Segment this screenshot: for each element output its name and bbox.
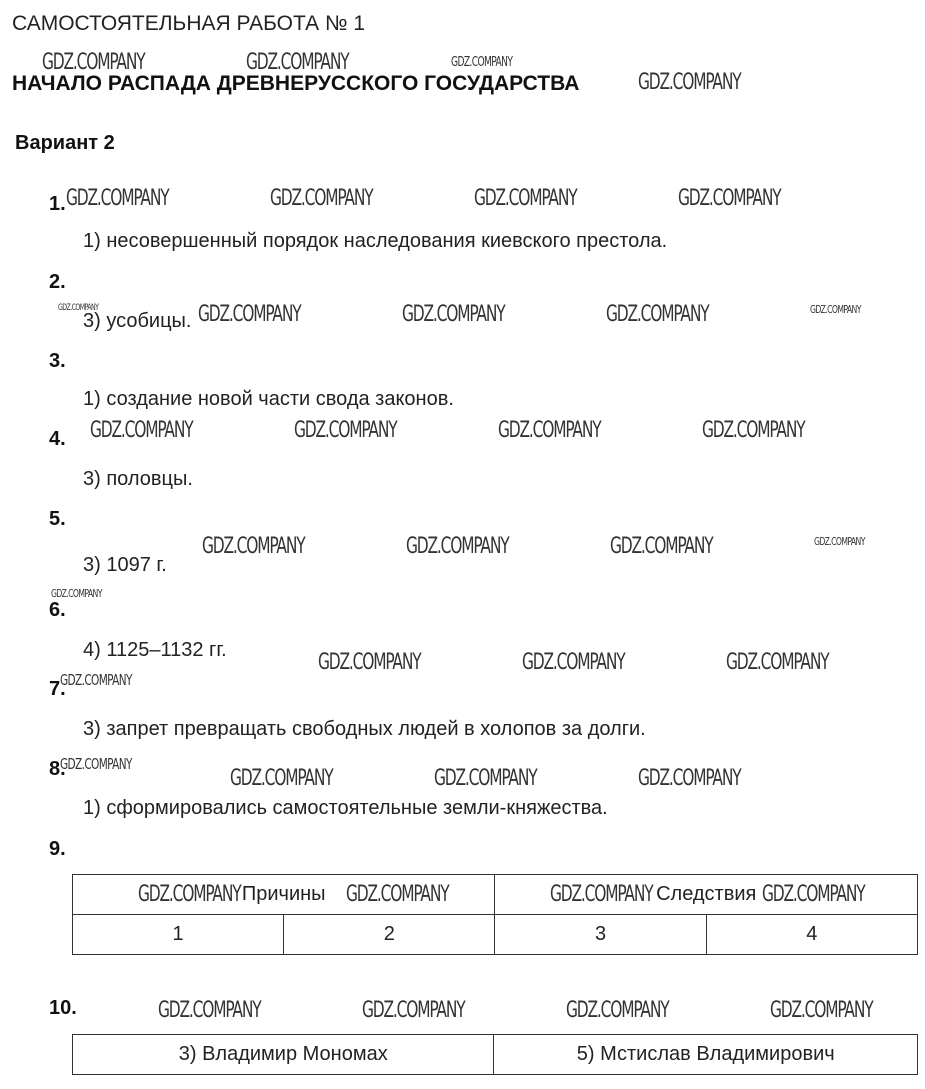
watermark: GDZ.COMPANY	[202, 534, 305, 559]
watermark: GDZ.COMPANY	[294, 418, 397, 443]
watermark: GDZ.COMPANY	[51, 587, 102, 600]
watermark: GDZ.COMPANY	[434, 766, 537, 791]
causes-effects-table	[72, 874, 918, 955]
answer-7: 3) запрет превращать свободных людей в холопов за долги.	[83, 718, 646, 740]
table-cell: 3	[495, 915, 706, 955]
question-number-4: 4.	[49, 428, 66, 450]
watermark: GDZ.COMPANY	[702, 418, 805, 443]
watermark: GDZ.COMPANY	[346, 882, 449, 907]
watermark: GDZ.COMPANY	[60, 671, 132, 689]
watermark: GDZ.COMPANY	[814, 535, 865, 548]
effects-header: Следствия	[495, 875, 918, 915]
answer-5: 3) 1097 г.	[83, 554, 167, 576]
table-cell: 4	[706, 915, 917, 955]
answer-2: 3) усобицы.	[83, 310, 192, 332]
question-number-8: 8.	[49, 758, 66, 780]
table-cell: 3) Владимир Мономах	[73, 1035, 494, 1075]
question-number-10: 10.	[49, 997, 77, 1019]
question-number-6: 6.	[49, 599, 66, 621]
watermark: GDZ.COMPANY	[522, 650, 625, 675]
watermark: GDZ.COMPANY	[810, 303, 861, 316]
table-cell: 2	[284, 915, 495, 955]
table-cell: 5) Мстислав Владимирович	[494, 1035, 918, 1075]
watermark: GDZ.COMPANY	[90, 418, 193, 443]
variant-label: Вариант 2	[15, 132, 115, 154]
table-cell: 1	[73, 915, 284, 955]
work-title: САМОСТОЯТЕЛЬНАЯ РАБОТА № 1	[12, 12, 366, 35]
question-number-2: 2.	[49, 271, 66, 293]
watermark: GDZ.COMPANY	[406, 534, 509, 559]
answer-1: 1) несовершенный порядок наследования киевского престола.	[83, 230, 668, 252]
watermark: GDZ.COMPANY	[66, 186, 169, 211]
watermark: GDZ.COMPANY	[762, 882, 865, 907]
watermark: GDZ.COMPANY	[678, 186, 781, 211]
question-number-7: 7.	[49, 678, 66, 700]
question-number-9: 9.	[49, 838, 66, 860]
causes-header: Причины	[73, 875, 495, 915]
watermark: GDZ.COMPANY	[566, 998, 669, 1023]
watermark: GDZ.COMPANY	[270, 186, 373, 211]
watermark: GDZ.COMPANY	[550, 882, 653, 907]
answer-4: 3) половцы.	[83, 468, 193, 490]
question-number-5: 5.	[49, 508, 66, 530]
watermark: GDZ.COMPANY	[318, 650, 421, 675]
watermark: GDZ.COMPANY	[474, 186, 577, 211]
watermark: GDZ.COMPANY	[198, 302, 301, 327]
answer-8: 1) сформировались самостоятельные земли-княжества.	[83, 797, 608, 819]
topic-title: НАЧАЛО РАСПАДА ДРЕВНЕРУССКОГО ГОСУДАРСТВА	[12, 72, 580, 95]
watermark: GDZ.COMPANY	[606, 302, 709, 327]
watermark: GDZ.COMPANY	[60, 755, 132, 773]
watermark: GDZ.COMPANY	[362, 998, 465, 1023]
watermark: GDZ.COMPANY	[638, 766, 741, 791]
watermark: GDZ.COMPANY	[451, 55, 513, 70]
watermark: GDZ.COMPANY	[158, 998, 261, 1023]
watermark: GDZ.COMPANY	[42, 50, 145, 75]
answer-3: 1) создание новой части свода законов.	[83, 388, 454, 410]
watermark: GDZ.COMPANY	[402, 302, 505, 327]
question-number-1: 1.	[49, 193, 66, 215]
watermark: GDZ.COMPANY	[138, 882, 241, 907]
watermark: GDZ.COMPANY	[726, 650, 829, 675]
rulers-table	[72, 1034, 918, 1075]
watermark: GDZ.COMPANY	[638, 70, 741, 95]
watermark: GDZ.COMPANY	[230, 766, 333, 791]
answer-6: 4) 1125–1132 гг.	[83, 639, 227, 661]
watermark: GDZ.COMPANY	[498, 418, 601, 443]
watermark: GDZ.COMPANY	[58, 303, 99, 313]
watermark: GDZ.COMPANY	[610, 534, 713, 559]
question-number-3: 3.	[49, 350, 66, 372]
watermark: GDZ.COMPANY	[770, 998, 873, 1023]
watermark: GDZ.COMPANY	[246, 50, 349, 75]
